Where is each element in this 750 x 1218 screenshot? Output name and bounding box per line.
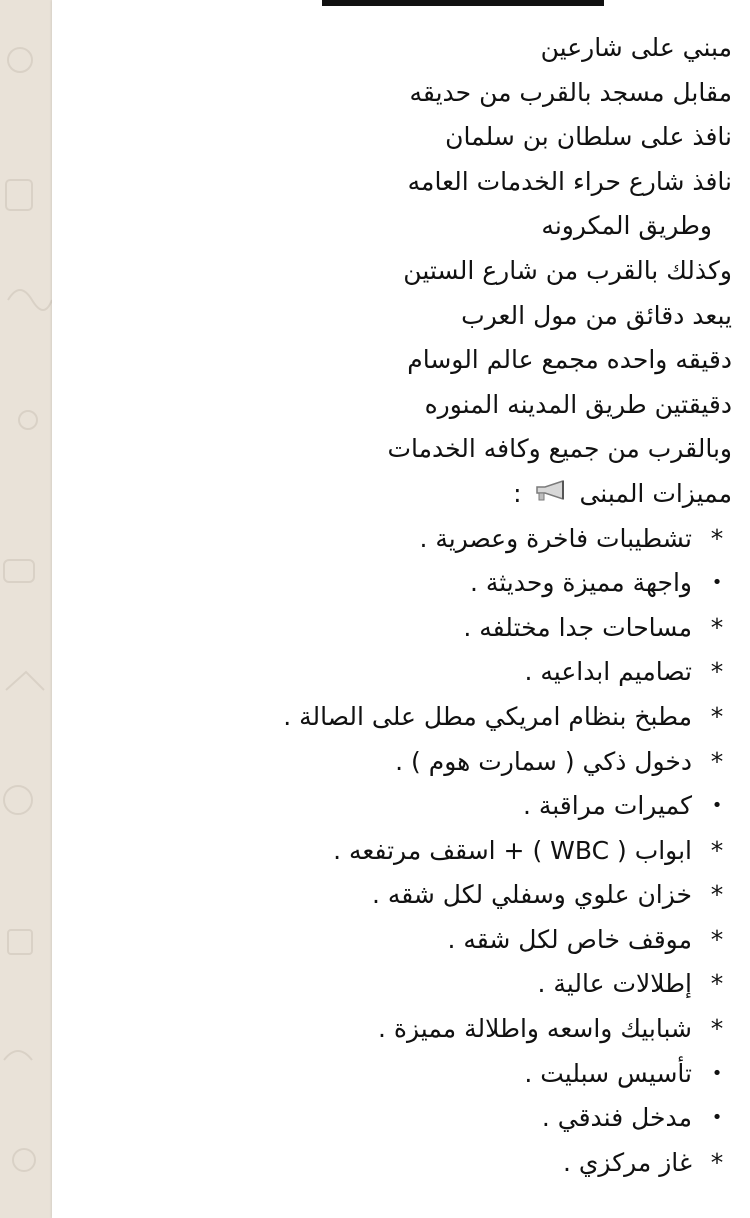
- intro-line: وكذلك بالقرب من شارع الستين: [403, 255, 732, 285]
- feature-item: [92, 1096, 732, 1141]
- feature-text: شبابيك واسعه واطلالة مميزة .: [378, 1014, 692, 1044]
- feature-marker: *: [710, 746, 724, 776]
- wallpaper-doodles: [0, 0, 52, 1218]
- feature-text: مدخل فندقي .: [541, 1103, 692, 1133]
- message-text: [92, 26, 732, 1185]
- intro-line: مبني على شارعين: [540, 33, 732, 62]
- feature-text: دخول ذكي ( سمارت هوم ) .: [395, 746, 692, 776]
- intro-line: مقابل مسجد بالقرب من حديقه: [409, 77, 732, 107]
- feature-item: [92, 561, 732, 606]
- feature-item: [92, 517, 732, 562]
- feature-marker: *: [710, 701, 724, 731]
- feature-text: تشطيبات فاخرة وعصرية .: [419, 523, 692, 553]
- feature-marker: •: [711, 1062, 723, 1084]
- feature-marker: *: [710, 657, 724, 687]
- feature-item: [92, 695, 732, 740]
- feature-text: إطلالات عالية .: [537, 969, 692, 999]
- top-dark-bar: [322, 0, 604, 6]
- feature-item: [92, 740, 732, 785]
- feature-item: [92, 784, 732, 829]
- feature-text: مطبخ بنظام امريكي مطل على الصالة .: [283, 701, 692, 731]
- feature-text: غاز مركزي .: [562, 1147, 692, 1177]
- feature-marker: *: [710, 969, 724, 999]
- feature-marker: *: [710, 924, 724, 954]
- feature-text: تصاميم ابداعيه .: [524, 657, 692, 687]
- feature-marker: •: [711, 795, 723, 817]
- features-heading-text: مميزات المبنى: [579, 478, 732, 508]
- feature-text: خزان علوي وسفلي لكل شقه .: [371, 880, 692, 910]
- feature-item: [92, 829, 732, 874]
- feature-marker: *: [710, 880, 724, 910]
- feature-item: [92, 1141, 732, 1186]
- feature-text: مساحات جدا مختلفه .: [463, 612, 692, 642]
- feature-item: [92, 962, 732, 1007]
- intro-line: دقيقه واحده مجمع عالم الوسام: [407, 345, 732, 375]
- feature-text: واجهة مميزة وحديثة .: [469, 568, 692, 598]
- intro-line: وطريق المكرونه: [541, 211, 712, 241]
- feature-item: [92, 1007, 732, 1052]
- feature-marker: •: [711, 1107, 723, 1129]
- feature-marker: *: [710, 1014, 724, 1044]
- feature-marker: *: [710, 835, 724, 865]
- features-heading-suffix: :: [513, 478, 522, 508]
- megaphone-icon: [533, 473, 567, 518]
- feature-marker: *: [710, 1147, 724, 1177]
- feature-marker: •: [711, 572, 723, 594]
- intro-line: نافذ شارع حراء الخدمات العامه: [407, 166, 732, 196]
- feature-item: [92, 650, 732, 695]
- intro-line: نافذ على سلطان بن سلمان: [445, 122, 732, 152]
- feature-marker: *: [710, 523, 724, 553]
- intro-line: دقيقتين طريق المدينه المنوره: [424, 389, 732, 419]
- feature-item: [92, 918, 732, 963]
- intro-line: يبعد دقائق من مول العرب: [461, 300, 732, 330]
- features-heading: [92, 472, 732, 517]
- feature-text: تأسيس سبليت .: [524, 1058, 692, 1088]
- feature-text: كميرات مراقبة .: [522, 791, 692, 821]
- intro-line: وبالقرب من جميع وكافه الخدمات: [387, 434, 732, 464]
- feature-text: ابواب ( WBC ) + اسقف مرتفعه .: [333, 835, 692, 865]
- feature-text: موقف خاص لكل شقه .: [447, 924, 692, 954]
- feature-marker: *: [710, 612, 724, 642]
- feature-item: [92, 1052, 732, 1097]
- feature-item: [92, 606, 732, 651]
- feature-item: [92, 873, 732, 918]
